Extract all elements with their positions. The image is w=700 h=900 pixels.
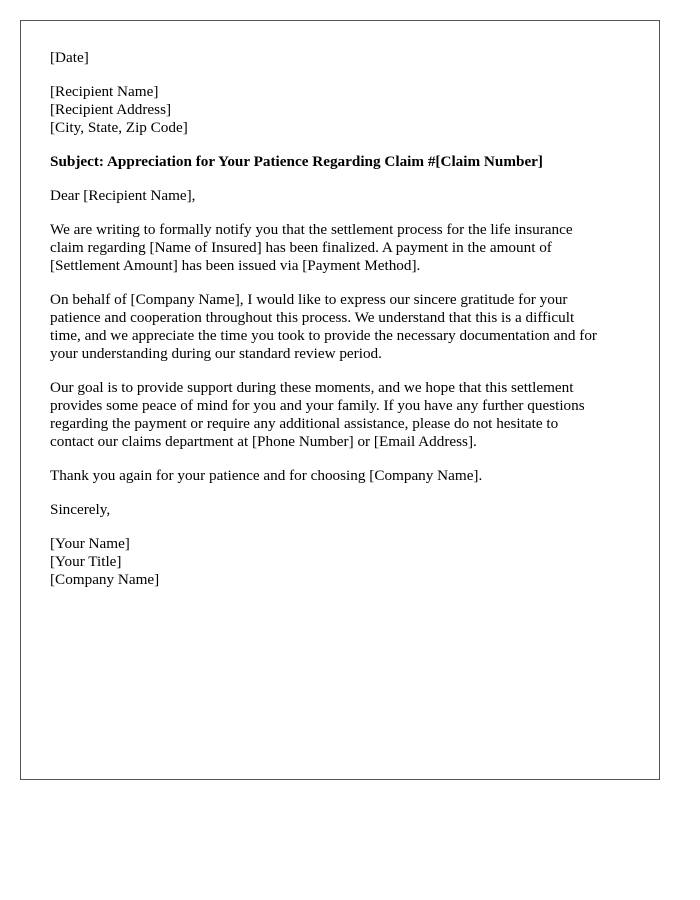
signature-block bbox=[50, 535, 635, 589]
valediction bbox=[50, 501, 635, 519]
paragraph-line: your understanding during our standard review period. bbox=[50, 345, 382, 362]
salutation bbox=[50, 187, 635, 205]
subject-text: Subject: Appreciation for Your Patience Regarding Claim #[Claim Number] bbox=[50, 153, 543, 170]
paragraph-line: patience and cooperation throughout this process. We understand that this is a difficult bbox=[50, 309, 575, 326]
letter-page bbox=[20, 20, 660, 780]
paragraph-line: claim regarding [Name of Insured] has been finalized. A payment in the amount of bbox=[50, 239, 552, 256]
recipient-block bbox=[50, 83, 635, 137]
paragraph-line: time, and we appreciate the time you took to provide the necessary documentation and for bbox=[50, 327, 597, 344]
letter-date: [Date] bbox=[50, 49, 89, 66]
salutation-text: Dear [Recipient Name], bbox=[50, 187, 196, 204]
paragraph-line: regarding the payment or require any additional assistance, please do not hesitate to bbox=[50, 415, 559, 432]
recipient-name: [Recipient Name] bbox=[50, 83, 159, 100]
valediction-text: Sincerely, bbox=[50, 501, 111, 518]
subject-line bbox=[50, 153, 635, 171]
signature-company: [Company Name] bbox=[50, 571, 160, 588]
paragraph-gratitude bbox=[50, 291, 635, 363]
paragraph-line: [Settlement Amount] has been issued via [Payment Method]. bbox=[50, 257, 421, 274]
paragraph-line: Our goal is to provide support during these moments, and we hope that this settlement bbox=[50, 379, 574, 396]
recipient-address: [Recipient Address] bbox=[50, 101, 172, 118]
closing-thanks bbox=[50, 467, 635, 485]
recipient-city-state-zip: [City, State, Zip Code] bbox=[50, 119, 188, 136]
paragraph-support bbox=[50, 379, 635, 451]
signature-name: [Your Name] bbox=[50, 535, 130, 552]
paragraph-line: contact our claims department at [Phone Number] or [Email Address]. bbox=[50, 433, 477, 450]
paragraph-line: We are writing to formally notify you that the settlement process for the life insurance bbox=[50, 221, 573, 238]
paragraph-notification bbox=[50, 221, 635, 275]
closing-thanks-text: Thank you again for your patience and for choosing [Company Name]. bbox=[50, 467, 483, 484]
paragraph-line: provides some peace of mind for you and your family. If you have any further questions bbox=[50, 397, 585, 414]
signature-title: [Your Title] bbox=[50, 553, 122, 570]
letter-body bbox=[50, 49, 635, 605]
date-block bbox=[50, 49, 635, 67]
paragraph-line: On behalf of [Company Name], I would like to express our sincere gratitude for your bbox=[50, 291, 568, 308]
